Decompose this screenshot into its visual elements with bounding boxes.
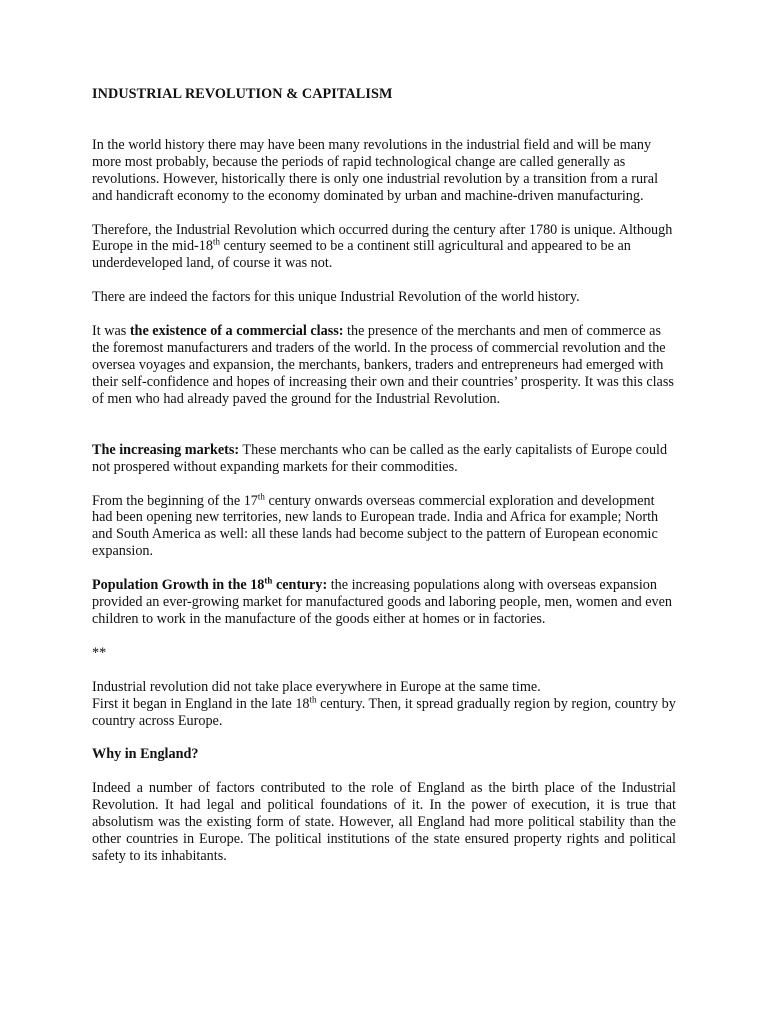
paragraph-intro: In the world history there may have been many revolutions in the industrial field and will be many more most probably, because the periods of rapid technological change are called generally as revolutions. However, historically there is only one industrial revolution by a transition from a rural and handicraft economy to the economy dominated by urban and machine-driven manufacturing.	[92, 136, 659, 204]
paragraph-england-start: Industrial revolution did not take place everywhere in Europe at the same time. First it began in England in the late 18th century. Then, it spread gradually region by region, country by country across Europe.	[92, 678, 676, 729]
paragraph-17th-century: From the beginning of the 17th century onwards overseas commercial exploration and development had been opening new territories, new lands to European trade. India and Africa for example; North and South America as well: all these lands had become subject to the pattern of European economic expansion.	[92, 490, 659, 560]
paragraph-unique: Therefore, the Industrial Revolution which occurred during the century after 1780 is unique. Although Europe in the mid-18th century seemed to be a continent still agricultural and appeared to be an underdeveloped land, of course it was not.	[92, 221, 673, 272]
paragraph-why-england: Indeed a number of factors contributed to the role of England as the birth place of the Industrial Revolution. It had legal and political foundations of it. In the power of execution, it is true that absolutism was the existing form of state. However, all England had more political stability than the other countries in Europe. The political institutions of the state ensured property rights and political safety to its inhabitants.	[92, 780, 676, 864]
paragraph-commercial-class: It was the existence of a commercial class: the presence of the merchants and men of commerce as the foremost manufacturers and traders of the world. In the process of commercial revolution and the oversea voyages and expansion, the merchants, bankers, traders and entrepreneurs had emerged with their self-confidence and hopes of increasing their own and their countries’ prosperity. It was this class of men who had already paved the ground for the Industrial Revolution.	[92, 323, 674, 407]
paragraph-factors: There are indeed the factors for this unique Industrial Revolution of the world history.	[92, 289, 580, 306]
paragraph-population: Population Growth in the 18th century: the increasing populations along with overseas expansion provided an ever-growing market for manufactured goods and laboring people, men, women and even children to work in the manufacture of the goods either at homes or in factories.	[92, 575, 673, 627]
population-lead: Population Growth in the 18th century:	[92, 575, 328, 594]
commercial-class-lead: the existence of a commercial class:	[129, 323, 344, 340]
section-heading: Why in England?	[92, 746, 199, 763]
separator: **	[92, 644, 107, 661]
markets-lead: The increasing markets:	[92, 441, 240, 458]
document-page	[92, 86, 676, 882]
paragraph-markets: The increasing markets: These merchants who can be called as the early capitalists of Europe could not prospered without expanding markets for their commodities.	[92, 441, 668, 475]
document-title: INDUSTRIAL REVOLUTION & CAPITALISM	[92, 86, 393, 102]
